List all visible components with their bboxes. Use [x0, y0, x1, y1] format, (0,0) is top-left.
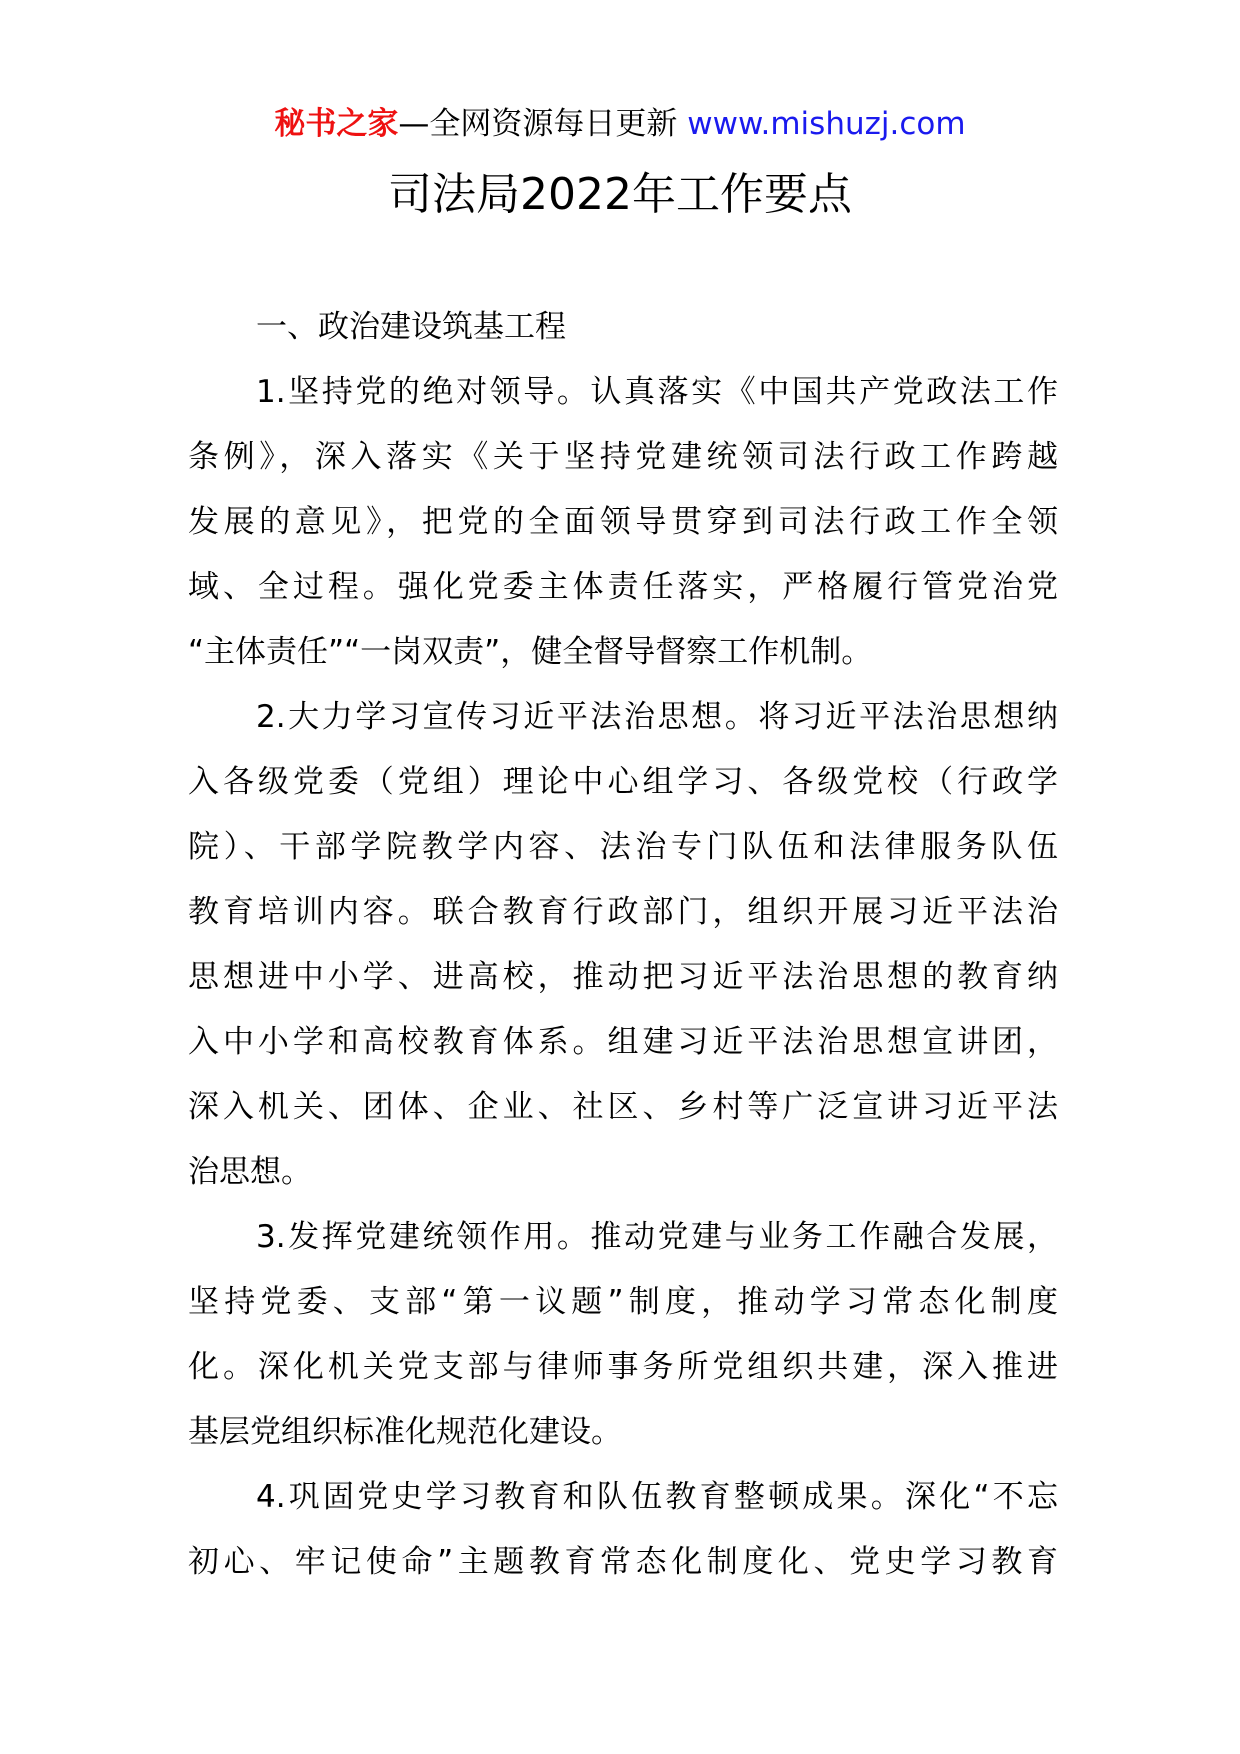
- paragraph-line: 治思想。: [188, 1154, 312, 1190]
- paragraph-line: 1.坚持党的绝对领导。认真落实《中国共产党政法工作: [256, 374, 1058, 410]
- section-heading: 一、政治建设筑基工程: [256, 309, 566, 345]
- paragraph-line: 发展的意见》，把党的全面领导贯穿到司法行政工作全领: [188, 504, 1058, 540]
- brand-name: 秘书之家: [274, 106, 399, 142]
- paragraph-line: 域、全过程。强化党委主体责任落实，严格履行管党治党: [188, 569, 1058, 605]
- document-title: 司法局2022年工作要点: [388, 169, 852, 220]
- paragraph-line: 3.发挥党建统领作用。推动党建与业务工作融合发展，: [256, 1219, 1058, 1255]
- paragraph-line: 入各级党委（党组）理论中心组学习、各级党校（行政学: [188, 764, 1058, 800]
- paragraph-line: 深入机关、团体、企业、社区、乡村等广泛宣讲习近平法: [188, 1089, 1058, 1125]
- paragraph-line: 坚持党委、支部“第一议题”制度，推动学习常态化制度: [188, 1284, 1058, 1320]
- paragraph-3: [188, 1205, 1058, 1465]
- paragraph-line: 化。深化机关党支部与律师事务所党组织共建，深入推进: [188, 1349, 1058, 1385]
- paragraph-line: “主体责任”“一岗双责”，健全督导督察工作机制。: [188, 634, 873, 670]
- paragraph-line: 基层党组织标准化规范化建设。: [188, 1414, 622, 1450]
- paragraph-line: 院）、干部学院教学内容、法治专门队伍和法律服务队伍: [188, 829, 1058, 865]
- paragraph-line: 教育培训内容。联合教育行政部门，组织开展习近平法治: [188, 894, 1058, 930]
- paragraph-1: [188, 360, 1058, 685]
- document-body: [188, 295, 1058, 1595]
- paragraph-line: 入中小学和高校教育体系。组建习近平法治思想宣讲团，: [188, 1024, 1058, 1060]
- header-tagline: —全网资源每日更新: [398, 106, 688, 142]
- paragraph-line: 条例》，深入落实《关于坚持党建统领司法行政工作跨越: [188, 439, 1058, 475]
- paragraph-line: 4.巩固党史学习教育和队伍教育整顿成果。深化“不忘: [256, 1479, 1058, 1515]
- paragraph-2: [188, 685, 1058, 1205]
- site-url[interactable]: www.mishuzj.com: [687, 106, 966, 142]
- paragraph-line: 初心、牢记使命”主题教育常态化制度化、党史学习教育: [188, 1544, 1058, 1580]
- paragraph-4: [188, 1465, 1058, 1595]
- paragraph-line: 思想进中小学、进高校，推动把习近平法治思想的教育纳: [188, 959, 1058, 995]
- paragraph-line: 2.大力学习宣传习近平法治思想。将习近平法治思想纳: [256, 699, 1058, 735]
- site-header: [0, 100, 1240, 148]
